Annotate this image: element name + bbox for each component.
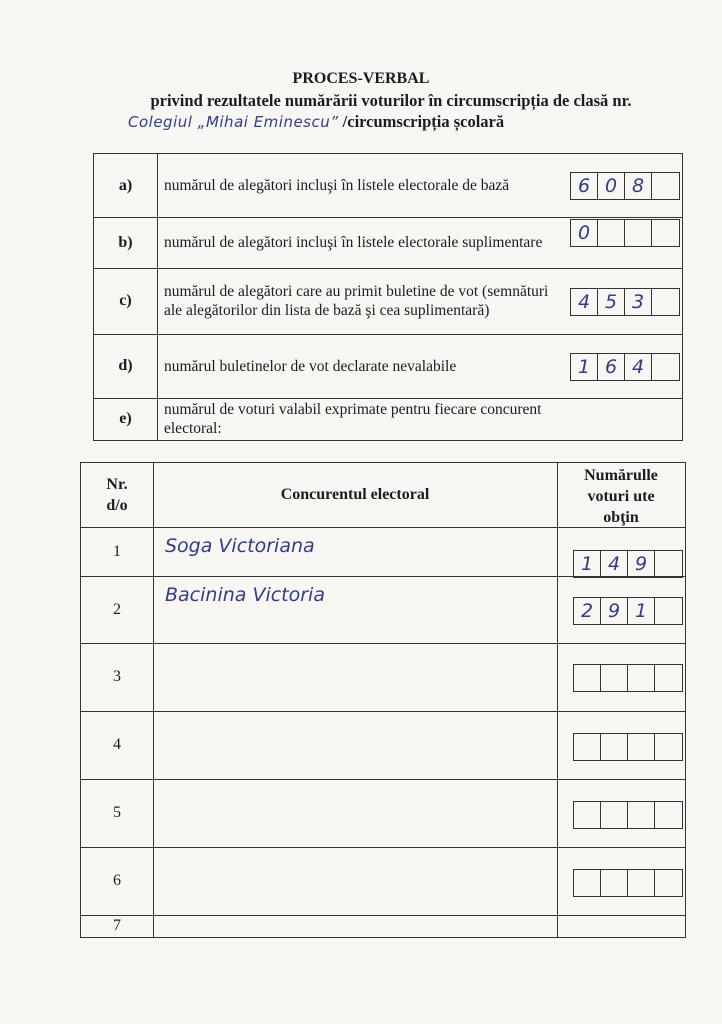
digit-cell (601, 870, 628, 896)
row-number: 5 (81, 779, 154, 847)
row-number: 3 (81, 643, 154, 711)
candidate-name: Soga Victoriana (165, 535, 315, 557)
votes-cell (557, 779, 685, 847)
col-votes-line3: obţin (603, 509, 639, 526)
digit-cell (601, 665, 628, 691)
candidate-cell (153, 847, 558, 915)
row-number: 6 (81, 847, 154, 915)
row-label: c) (94, 268, 158, 334)
votes-cell (557, 711, 685, 779)
summary-row-c (94, 268, 682, 335)
digit-boxes (573, 869, 683, 897)
digit-cell: 5 (598, 289, 625, 315)
digit-boxes (570, 353, 680, 381)
digit-cell (652, 354, 679, 380)
constituency-line (128, 112, 504, 132)
summary-table (93, 153, 683, 441)
digit-cell: 2 (574, 598, 601, 624)
row-label: a) (94, 154, 158, 217)
table-row (81, 847, 685, 916)
digit-cell: 6 (598, 354, 625, 380)
digit-boxes (573, 664, 683, 692)
row-number: 1 (81, 527, 154, 576)
row-text: numărul de alegători incluşi în listele electorale suplimentare (164, 234, 543, 251)
candidate-cell (153, 711, 558, 779)
digit-cell (655, 598, 682, 624)
digit-cell (652, 220, 679, 246)
votes-cell (557, 527, 685, 576)
summary-row-a (94, 154, 682, 218)
summary-row-d (94, 334, 682, 399)
digit-cell: 1 (628, 598, 655, 624)
row-label: e) (94, 398, 158, 440)
digit-cell (652, 289, 679, 315)
candidate-cell (153, 915, 558, 937)
digit-cell (574, 734, 601, 760)
row-label: b) (94, 217, 158, 268)
document-subtitle: privind rezultatele numărării voturilor în circumscripția de clasă nr. (150, 91, 632, 110)
digit-cell (628, 802, 655, 828)
digit-cell (574, 665, 601, 691)
col-votes-line2: voturi ute (587, 488, 655, 505)
digit-cell (628, 734, 655, 760)
row-text: numărul de alegători care au primit buletine de vot (semnături ale alegătorilor din lista de bază şi cea suplimentară) (164, 283, 549, 319)
digit-cell: 4 (601, 551, 628, 577)
digit-cell (625, 220, 652, 246)
digit-cell (601, 802, 628, 828)
votes-cell (557, 643, 685, 711)
digit-cell: 4 (571, 289, 598, 315)
row-number: 2 (81, 576, 154, 643)
col-nr-line1: Nr. (106, 476, 128, 493)
row-number: 4 (81, 711, 154, 779)
digit-cell: 6 (571, 173, 598, 199)
digit-cell (652, 173, 679, 199)
document-title: PROCES-VERBAL (292, 70, 430, 87)
candidate-name: Bacinina Victoria (165, 584, 325, 606)
candidate-cell (153, 643, 558, 711)
digit-cell (598, 220, 625, 246)
digit-boxes (570, 288, 680, 316)
digit-cell (628, 870, 655, 896)
votes-cell (557, 847, 685, 915)
results-header-row (81, 463, 685, 528)
summary-row-b (94, 217, 682, 269)
table-row (81, 711, 685, 780)
digit-cell: 0 (571, 220, 598, 246)
digit-cell (655, 551, 682, 577)
digit-boxes (570, 172, 680, 200)
table-row (81, 643, 685, 712)
digit-cell: 8 (625, 173, 652, 199)
votes-cell (557, 576, 685, 643)
digit-cell: 1 (571, 354, 598, 380)
candidate-cell (153, 527, 558, 576)
digit-cell (574, 802, 601, 828)
row-text: numărul de alegători incluşi în listele electorale de bază (164, 177, 510, 194)
col-nr-header (81, 463, 154, 527)
row-text: numărul de voturi valabil exprimate pentru fiecare concurent electoral: (164, 401, 542, 437)
row-text: numărul buletinelor de vot declarate nevalabile (164, 357, 457, 375)
digit-boxes (573, 801, 683, 829)
col-nr-line2: d/o (106, 497, 128, 514)
votes-cell (557, 915, 685, 937)
digit-boxes (573, 597, 683, 625)
table-row (81, 527, 685, 577)
digit-cell (655, 802, 682, 828)
digit-cell: 3 (625, 289, 652, 315)
constituency-suffix: /circumscripția școlară (342, 112, 505, 131)
candidate-cell (153, 576, 558, 643)
digit-cell (574, 870, 601, 896)
col-votes-header (557, 463, 685, 527)
digit-cell: 9 (601, 598, 628, 624)
digit-boxes (573, 733, 683, 761)
digit-cell (628, 665, 655, 691)
digit-boxes (570, 219, 680, 247)
table-row (81, 915, 685, 937)
digit-cell (655, 734, 682, 760)
digit-cell (655, 665, 682, 691)
table-row (81, 576, 685, 644)
col-candidate-header: Concurentul electoral (153, 463, 558, 527)
digit-cell (655, 870, 682, 896)
digit-cell: 1 (574, 551, 601, 577)
digit-cell: 9 (628, 551, 655, 577)
candidate-cell (153, 779, 558, 847)
table-row (81, 779, 685, 848)
col-votes-line1: Numărulle (584, 467, 658, 484)
summary-row-e (94, 398, 682, 440)
row-label: d) (94, 334, 158, 398)
row-number: 7 (81, 915, 154, 937)
digit-cell: 4 (625, 354, 652, 380)
digit-boxes (573, 550, 683, 578)
digit-cell (601, 734, 628, 760)
handwritten-constituency-name: Colegiul „Mihai Eminescu” (128, 113, 339, 131)
digit-cell: 0 (598, 173, 625, 199)
results-table (80, 462, 686, 938)
